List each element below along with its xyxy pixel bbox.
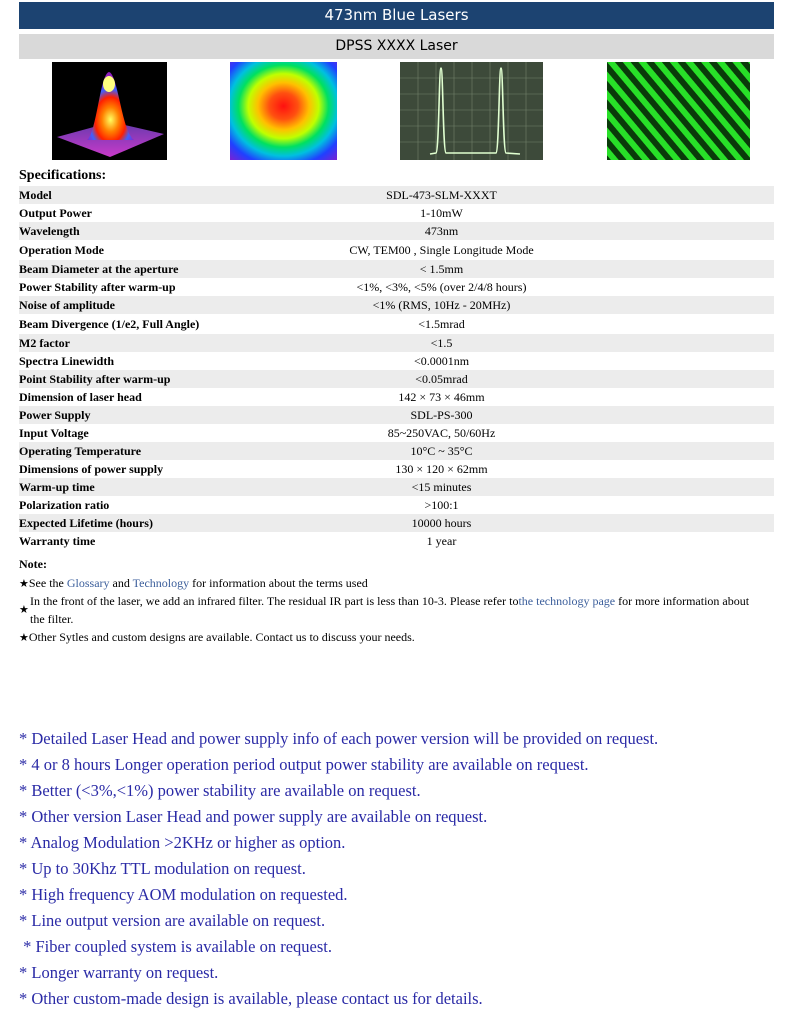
spec-row	[19, 388, 774, 406]
spec-label: Model	[19, 188, 52, 202]
specifications-table	[19, 186, 774, 550]
spec-label: M2 factor	[19, 336, 70, 350]
spec-row	[19, 478, 774, 496]
spec-label: Output Power	[19, 206, 92, 220]
spec-value: 1-10mW	[420, 206, 463, 220]
spec-value: SDL-PS-300	[410, 408, 473, 422]
beam-intensity-map-image	[230, 62, 337, 160]
spec-label: Noise of amplitude	[19, 298, 115, 312]
spec-row	[19, 204, 774, 222]
spec-label: Beam Diameter at the aperture	[19, 262, 179, 276]
note-heading: Note:	[19, 557, 47, 571]
spec-row	[19, 370, 774, 388]
spec-row	[19, 240, 774, 260]
spec-label: Beam Divergence (1/e2, Full Angle)	[19, 317, 200, 331]
page-subtitle: DPSS XXXX Laser	[19, 34, 774, 59]
spec-row	[19, 514, 774, 532]
spec-row	[19, 278, 774, 296]
spec-value: 1 year	[426, 534, 457, 548]
spec-row	[19, 496, 774, 514]
request-item: * Detailed Laser Head and power supply info of each power version will be provided on request.	[19, 729, 659, 748]
star-icon: ★	[19, 603, 29, 616]
oscilloscope-spectrum-image	[400, 62, 543, 160]
spec-value: >100:1	[424, 498, 459, 512]
spec-value: 10°C ~ 35°C	[410, 444, 473, 458]
spec-label: Warm-up time	[19, 480, 95, 494]
spec-row	[19, 406, 774, 424]
spec-label: Expected Lifetime (hours)	[19, 516, 153, 530]
spec-value: 130 × 120 × 62mm	[395, 462, 488, 476]
request-item: * 4 or 8 hours Longer operation period output power stability are available on request.	[19, 755, 589, 774]
spec-row	[19, 442, 774, 460]
spec-row	[19, 424, 774, 442]
page-title: 473nm Blue Lasers	[19, 2, 774, 29]
spec-value: <1% (RMS, 10Hz - 20MHz)	[372, 298, 511, 312]
note-item-filter: ★ In the front of the laser, we add an infrared filter. The residual IR part is less than 10-3. Please refer tothe technology page for more information about the filter.	[19, 594, 750, 626]
spec-label: Power Supply	[19, 408, 91, 422]
spec-label: Operation Mode	[19, 243, 104, 257]
technology-page-link[interactable]: the technology page	[518, 594, 616, 608]
spec-label: Input Voltage	[19, 426, 89, 440]
spec-value: <1.5	[430, 336, 453, 350]
request-item: * Other custom-made design is available, please contact us for details.	[19, 989, 483, 1008]
spec-label: Warranty time	[19, 534, 96, 548]
spec-row	[19, 260, 774, 278]
spec-label: Point Stability after warm-up	[19, 372, 171, 386]
spec-value: <0.0001nm	[413, 354, 470, 368]
beam-3d-profile-image	[52, 62, 167, 160]
technology-link[interactable]: Technology	[132, 576, 190, 590]
specifications-heading: Specifications:	[19, 168, 107, 183]
spec-label: Wavelength	[19, 224, 80, 238]
note-item-custom: ★Other Sytles and custom designs are available. Contact us to discuss your needs.	[19, 630, 415, 644]
request-item: * Analog Modulation >2KHz or higher as option.	[19, 833, 346, 852]
spec-value: 85~250VAC, 50/60Hz	[387, 426, 496, 440]
spec-row	[19, 352, 774, 370]
spec-row	[19, 296, 774, 314]
spec-row	[19, 532, 774, 550]
spec-value: <1%, <3%, <5% (over 2/4/8 hours)	[356, 280, 527, 294]
spec-value: 10000 hours	[411, 516, 472, 530]
request-item: * Better (<3%,<1%) power stability are available on request.	[19, 781, 421, 800]
spec-value: 473nm	[424, 224, 459, 238]
spec-label: Dimensions of power supply	[19, 462, 164, 476]
spec-value: <15 minutes	[411, 480, 472, 494]
spec-row	[19, 222, 774, 240]
request-item: * Up to 30Khz TTL modulation on request.	[19, 859, 306, 878]
spec-value: < 1.5mm	[419, 262, 464, 276]
request-options-list	[19, 726, 658, 1012]
star-icon: ★	[19, 631, 29, 644]
spec-label: Polarization ratio	[19, 498, 110, 512]
request-item: * Fiber coupled system is available on request.	[19, 937, 332, 956]
spec-row	[19, 460, 774, 478]
glossary-link[interactable]: Glossary	[66, 576, 110, 590]
spec-label: Operating Temperature	[19, 444, 142, 458]
request-item: * Line output version are available on request.	[19, 911, 326, 930]
spec-label: Spectra Linewidth	[19, 354, 115, 368]
spec-value: <0.05mrad	[415, 372, 468, 386]
green-interference-fringes-image	[607, 62, 750, 160]
spec-value: CW, TEM00 , Single Longitude Mode	[349, 243, 534, 257]
spec-label: Dimension of laser head	[19, 390, 142, 404]
spec-value: 142 × 73 × 46mm	[398, 390, 485, 404]
spec-value: SDL-473-SLM-XXXT	[386, 188, 497, 202]
note-item-glossary: ★See the Glossary and Technology for information about the terms used	[19, 576, 368, 590]
spec-value: <1.5mrad	[418, 317, 465, 331]
spec-row	[19, 186, 774, 204]
spec-label: Power Stability after warm-up	[19, 280, 176, 294]
request-item: * Other version Laser Head and power supply are available on request.	[19, 807, 488, 826]
request-item: * Longer warranty on request.	[19, 963, 219, 982]
spec-row	[19, 314, 774, 334]
star-icon: ★	[19, 577, 29, 590]
request-item: * High frequency AOM modulation on requested.	[19, 885, 348, 904]
spec-row	[19, 334, 774, 352]
